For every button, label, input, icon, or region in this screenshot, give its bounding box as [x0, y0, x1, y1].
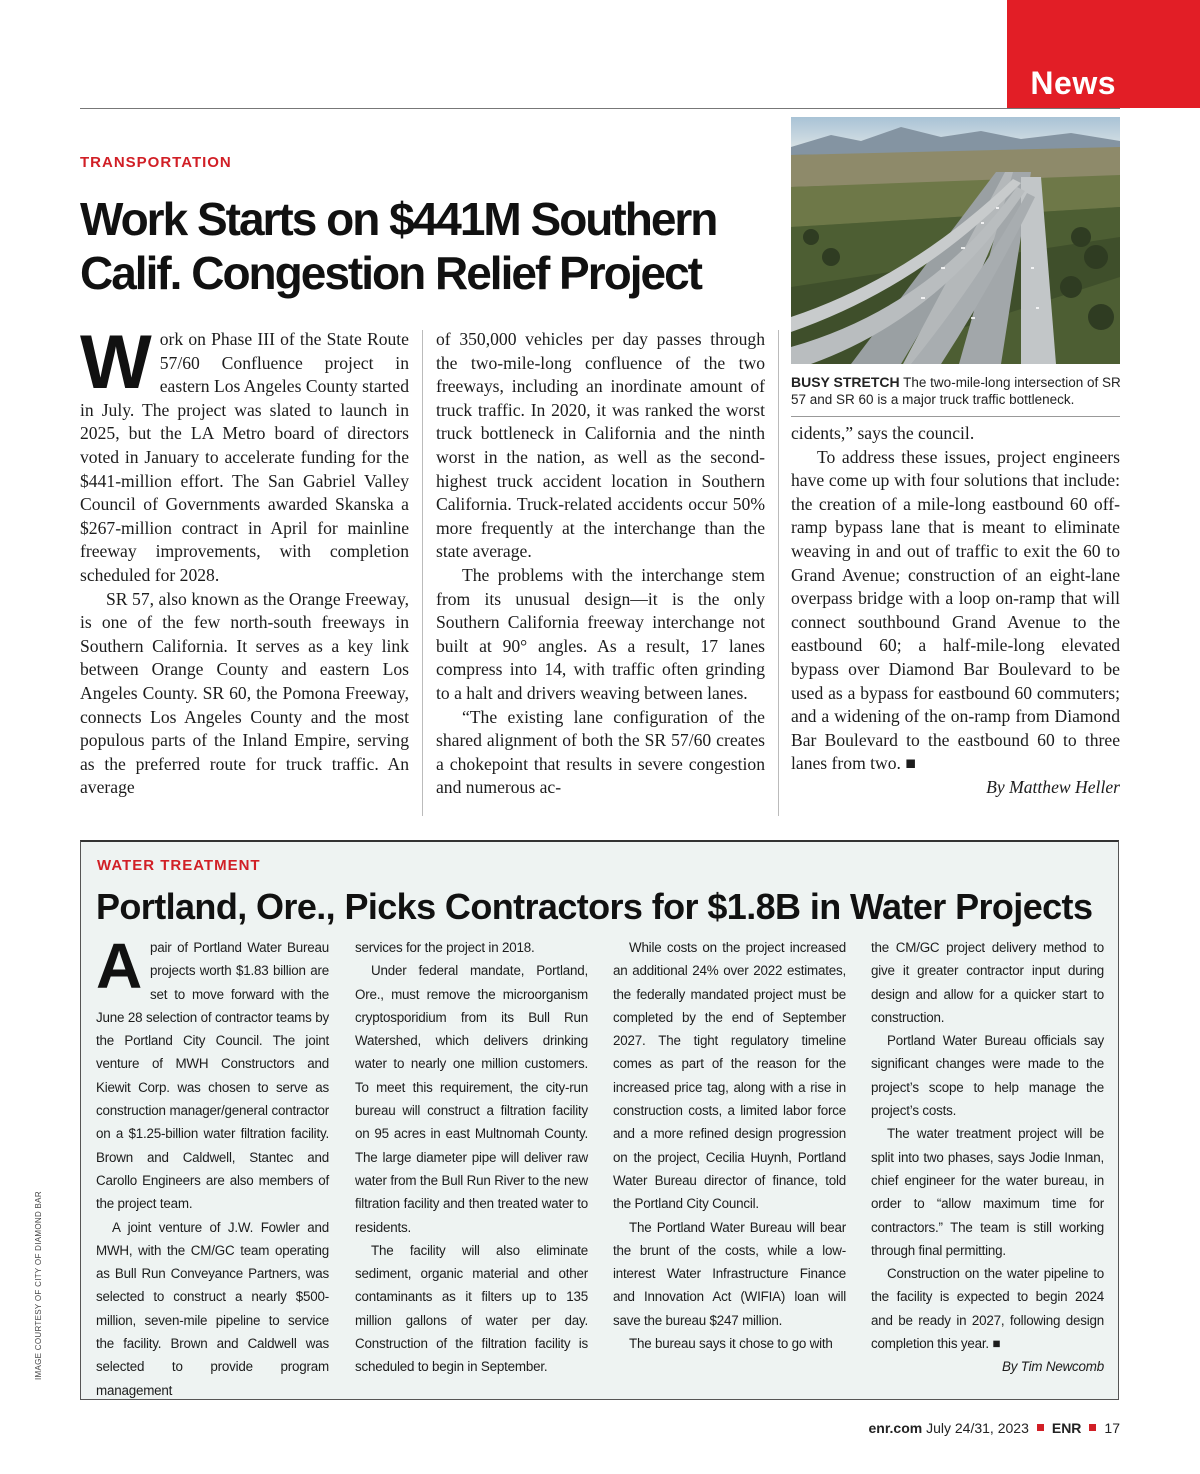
page-footer — [869, 1420, 1120, 1436]
article2-paragraph: the CM/GC project delivery method to give it greater contractor input during design and allow for a quicker start to construction. — [871, 940, 1104, 1025]
article2-column-2 — [355, 936, 588, 1379]
article2-paragraph: pair of Portland Water Bureau projects worth $1.83 billion are set to move forward with the June 28 selection of contractor teams by the Portland City Council. The joint venture of MWH Constructors and Kiewit Corp. was chosen to serve as construction manager/general contractor on a $1.25-billion water filtration facility. Brown and Caldwell, Stantec and Carollo Engineers are also members of the project team. — [96, 940, 329, 1212]
article2-paragraph: Construction on the water pipeline to the facility is expected to begin 2024 and be ready in 2027, following design completion this year. ■ — [871, 1266, 1104, 1352]
article2-paragraph: services for the project in 2018. — [355, 940, 535, 955]
article2-byline: By Tim Newcomb — [1002, 1359, 1104, 1375]
photo-caption — [791, 374, 1121, 408]
article2-paragraph: The Portland Water Bureau will bear the brunt of the costs, while a low-interest Water Infrastructure Finance and Innovation Act (WIFIA) loan will save the bureau $247 million. — [613, 1219, 846, 1328]
article2-paragraph: The water treatment project will be split into two phases, says Jodie Inman, chief engineer for the water bureau, in order to “allow maximum time for contractors.” The team is still working through final permitting. — [871, 1126, 1104, 1258]
section-tab-label: News — [1030, 65, 1116, 101]
freeway-photo — [791, 117, 1120, 364]
article2-column-1 — [96, 930, 329, 1402]
article1-dropcap: W — [80, 320, 152, 405]
article1-paragraph: To address these issues, project engineers have come up with four solutions that include: the creation of a mile-long eastbound 60 off-ramp bypass lane that is meant to eliminate weaving in and out of traffic to exit the 60 to Grand Avenue; construction of an eight-lane overpass bridge with a loop on-ramp that will connect southbound Grand Avenue to the eastbound 60; a half-mile-long elevated bypass over Diamond Bar Boulevard to be used as a bypass for eastbound 60 commuters; and a widening of the on-ramp from Diamond Bar Boulevard to the eastbound 60 to three lanes from two. ■ — [791, 446, 1120, 774]
section-tab — [1007, 0, 1200, 108]
caption-label: BUSY STRETCH — [791, 374, 900, 390]
article2-kicker: WATER TREATMENT — [97, 857, 261, 874]
article1-paragraph: cidents,” says the council. — [791, 423, 975, 443]
article2-paragraph: A joint venture of J.W. Fowler and MWH, with the CM/GC team operating as Bull Run Conveyance Partners, was selected to construct a nearly $500-million, seven-mile pipeline to service the facility. Brown and Caldwell was selected to provide program management — [96, 1219, 329, 1398]
article1-paragraph: of 350,000 vehicles per day passes through the two-mile-long confluence of the two freeways, including an inordinate amount of truck traffic. In 2020, it was ranked the worst truck bottleneck in California and the ninth worst in the nation, as well as the second-highest truck accident location in Southern California. Truck-related accidents occur 50% more frequently at the interchange than the state average. — [436, 329, 765, 562]
footer-separator — [1037, 1424, 1044, 1431]
caption-text: The two-mile-long intersection of SR 57 and SR 60 is a major truck traffic bottleneck. — [791, 375, 1121, 407]
article1-paragraph: SR 57, also known as the Orange Freeway, is one of the few north-south freeways in Southern California. It serves as a key link between Orange County and eastern Los Angeles County. SR 60, the Pomona Freeway, connects Los Angeles County and the most populous parts of the Inland Empire, serving as the preferred route for truck traffic. An average — [80, 588, 409, 798]
image-credit — [34, 1050, 44, 1380]
article1-byline: By Matthew Heller — [986, 776, 1120, 797]
article1-column-2 — [436, 328, 765, 800]
column-divider — [422, 330, 423, 816]
footer-site: enr.com — [868, 1420, 923, 1436]
article2-dropcap: A — [96, 930, 143, 1002]
article2-column-3 — [613, 936, 846, 1355]
article1-paragraph: ork on Phase III of the State Route 57/60 Confluence project in eastern Los Angeles County started in July. The project was slated to launch in 2025, but the LA Metro board of directors voted in January to accelerate funding for the $441-million effort. The San Gabriel Valley Council of Governments awarded Skanska a $267-million contract in April for mainline freeway improvements, with completion scheduled for 2028. — [80, 329, 409, 585]
article2-paragraph: The bureau says it chose to go with — [629, 1336, 833, 1352]
footer-date: July 24/31, 2023 — [926, 1420, 1029, 1436]
article2-column-4 — [871, 936, 1104, 1379]
article1-paragraph: “The existing lane configuration of the shared alignment of both the SR 57/60 creates a chokepoint that results in severe congestion and numerous ac- — [436, 706, 765, 798]
article1-kicker: TRANSPORTATION — [80, 154, 232, 171]
article2-paragraph: While costs on the project increased an additional 24% over 2022 estimates, the federally mandated project must be completed by the end of September 2027. The tight regulatory timeline comes as part of the reason for the increased price tag, along with a rise in construction costs, a limited labor force and a more refined design progression on the project, Cecilia Huynh, Portland Water Bureau director of finance, told the Portland City Council. — [613, 940, 846, 1212]
article1-column-3 — [791, 422, 1120, 800]
freeway-aerial-image — [791, 117, 1120, 364]
article2-paragraph: The facility will also eliminate sediment, organic material and other contaminants as it filters up to 135 million gallons of water per day. Construction of the filtration facility is scheduled to begin in September. — [355, 1242, 588, 1375]
image-credit-text: IMAGE COURTESY OF CITY OF DIAMOND BAR — [34, 1191, 43, 1380]
article2-headline: Portland, Ore., Picks Contractors for $1.8B in Water Projects — [96, 886, 1093, 927]
article2-paragraph: Under federal mandate, Portland, Ore., must remove the microorganism cryptosporidium from its Bull Run Watershed, which delivers drinking water to nearly one million customers. To meet this requirement, the city-run bureau will construct a filtration facility on 95 acres in east Multnomah County. The large diameter pipe will deliver raw water from the Bull Run River to the new filtration facility and then treated water to residents. — [355, 963, 588, 1235]
footer-brand: ENR — [1051, 1420, 1082, 1436]
caption-rule — [791, 416, 1120, 417]
footer-separator — [1089, 1424, 1096, 1431]
footer-page-number: 17 — [1104, 1420, 1120, 1436]
article1-column-1 — [80, 320, 409, 800]
column-divider — [778, 330, 779, 816]
article1-paragraph: The problems with the interchange stem from its unusual design—it is the only Southern California freeway interchange not built at 90° angles. As a result, 17 lanes compress into 14, with traffic often grinding to a halt and drivers weaving between lanes. — [436, 564, 765, 703]
article1-headline: Work Starts on $441M Southern Calif. Congestion Relief Project — [80, 193, 717, 299]
header-rule — [80, 108, 1120, 109]
article2-paragraph: Portland Water Bureau officials say significant changes were made to the project’s scope to help manage the project’s costs. — [871, 1033, 1104, 1119]
